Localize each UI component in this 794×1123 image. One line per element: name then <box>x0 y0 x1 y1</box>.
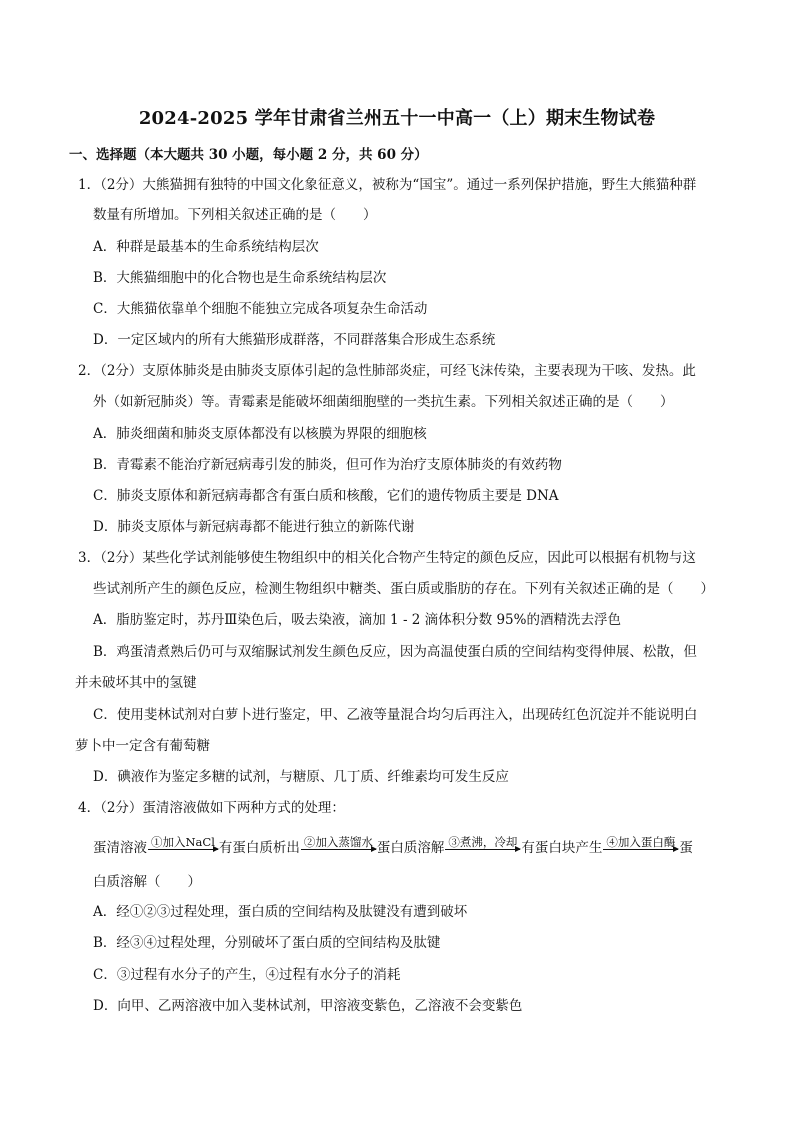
question-2-option-a: A．肺炎细菌和肺炎支原体都没有以核膜为界限的细胞核 <box>93 426 427 442</box>
chain-node-2: 有蛋白质析出 <box>218 840 300 856</box>
question-2-text-cont: 外（如新冠肺炎）等。青霉素是能破坏细菌细胞壁的一类抗生素。下列相关叙述正确的是（ ） <box>93 394 674 410</box>
question-4-text: 4．（2分）蛋清溶液做如下两种方式的处理： <box>78 800 345 816</box>
question-4-option-c: C．③过程有水分子的产生，④过程有水分子的消耗 <box>93 967 401 983</box>
arrow-icon <box>148 849 218 852</box>
question-1-option-a: A．种群是最基本的生命系统结构层次 <box>93 239 319 255</box>
reaction-chain <box>93 828 723 862</box>
arrow-icon <box>301 849 376 852</box>
chain-node-3: 蛋白质溶解 <box>376 840 445 856</box>
question-1-option-d: D．一定区域内的所有大熊猫形成群落，不同群落集合形成生态系统 <box>93 332 496 348</box>
chain-step-3 <box>445 835 520 862</box>
section-heading: 一、选择题（本大题共 30 小题，每小题 2 分，共 60 分） <box>69 147 428 163</box>
chain-step-4-label: ④加入蛋白酶 <box>606 835 676 849</box>
question-2-option-c: C．肺炎支原体和新冠病毒都含有蛋白质和核酸，它们的遗传物质主要是 DNA <box>93 488 559 504</box>
chain-step-2-label: ②加入蒸馏水 <box>303 835 373 849</box>
chain-node-5: 蛋 <box>679 840 693 856</box>
chain-step-1-label: ①加入NaCl <box>151 835 215 849</box>
question-4-option-d: D．向甲、乙两溶液中加入斐林试剂，甲溶液变紫色，乙溶液不会变紫色 <box>93 998 523 1014</box>
question-2-option-b: B．青霉素不能治疗新冠病毒引发的肺炎，但可作为治疗支原体肺炎的有效药物 <box>93 457 562 473</box>
page-title: 2024-2025 学年甘肃省兰州五十一中高一（上）期末生物试卷 <box>138 108 656 129</box>
question-3-option-c: C．使用斐林试剂对白萝卜进行鉴定，甲、乙液等量混合均匀后再注入，出现砖红色沉淀并不能说明白 <box>93 707 698 723</box>
chain-step-3-label: ③煮沸，冷却 <box>448 835 518 849</box>
question-2-option-d: D．肺炎支原体与新冠病毒都不能进行独立的新陈代谢 <box>93 519 415 535</box>
question-3-option-b-cont: 并未破坏其中的氢键 <box>75 675 197 691</box>
question-3-option-d: D．碘液作为鉴定多糖的试剂，与糖原、几丁质、纤维素均可发生反应 <box>93 769 509 785</box>
question-3-option-c-cont: 萝卜中一定含有葡萄糖 <box>75 738 210 754</box>
chain-step-1 <box>148 835 218 862</box>
chain-node-4: 有蛋白块产生 <box>521 840 603 856</box>
question-3-option-a: A．脂肪鉴定时，苏丹Ⅲ染色后，吸去染液，滴加 1 - 2 滴体积分数 95%的酒精洗去浮色 <box>93 612 621 628</box>
question-4-option-a: A．经①②③过程处理，蛋白质的空间结构及肽键没有遭到破坏 <box>93 904 468 920</box>
arrow-icon <box>603 849 678 852</box>
question-3-option-b: B．鸡蛋清煮熟后仍可与双缩脲试剂发生颜色反应，因为高温使蛋白质的空间结构变得伸展、松散，但 <box>93 644 697 660</box>
question-4-text-cont: 白质溶解（ ） <box>93 874 201 890</box>
arrow-icon <box>445 849 520 852</box>
question-1-option-b: B．大熊猫细胞中的化合物也是生命系统结构层次 <box>93 270 387 286</box>
question-3-text: 3．（2分）某些化学试剂能够使生物组织中的相关化合物产生特定的颜色反应，因此可以根据有机物与这 <box>78 550 696 566</box>
question-1-text-cont: 数量有所增加。下列相关叙述正确的是（ ） <box>93 207 377 223</box>
question-1-text: 1．（2分）大熊猫拥有独特的中国文化象征意义，被称为“国宝”。通过一系列保护措施，野生大熊猫种群 <box>78 177 697 193</box>
chain-node-1: 蛋清溶液 <box>93 840 147 856</box>
chain-step-2 <box>301 835 376 862</box>
question-2-text: 2．（2分）支原体肺炎是由肺炎支原体引起的急性肺部炎症，可经飞沫传染，主要表现为干咳、发热。此 <box>78 363 696 379</box>
question-3-text-cont: 些试剂所产生的颜色反应，检测生物组织中糖类、蛋白质或脂肪的存在。下列有关叙述正确的是（ ） <box>93 581 714 597</box>
chain-step-4 <box>603 835 678 862</box>
question-1-option-c: C．大熊猫依靠单个细胞不能独立完成各项复杂生命活动 <box>93 301 428 317</box>
question-4-option-b: B．经③④过程处理，分别破坏了蛋白质的空间结构及肽键 <box>93 935 441 951</box>
